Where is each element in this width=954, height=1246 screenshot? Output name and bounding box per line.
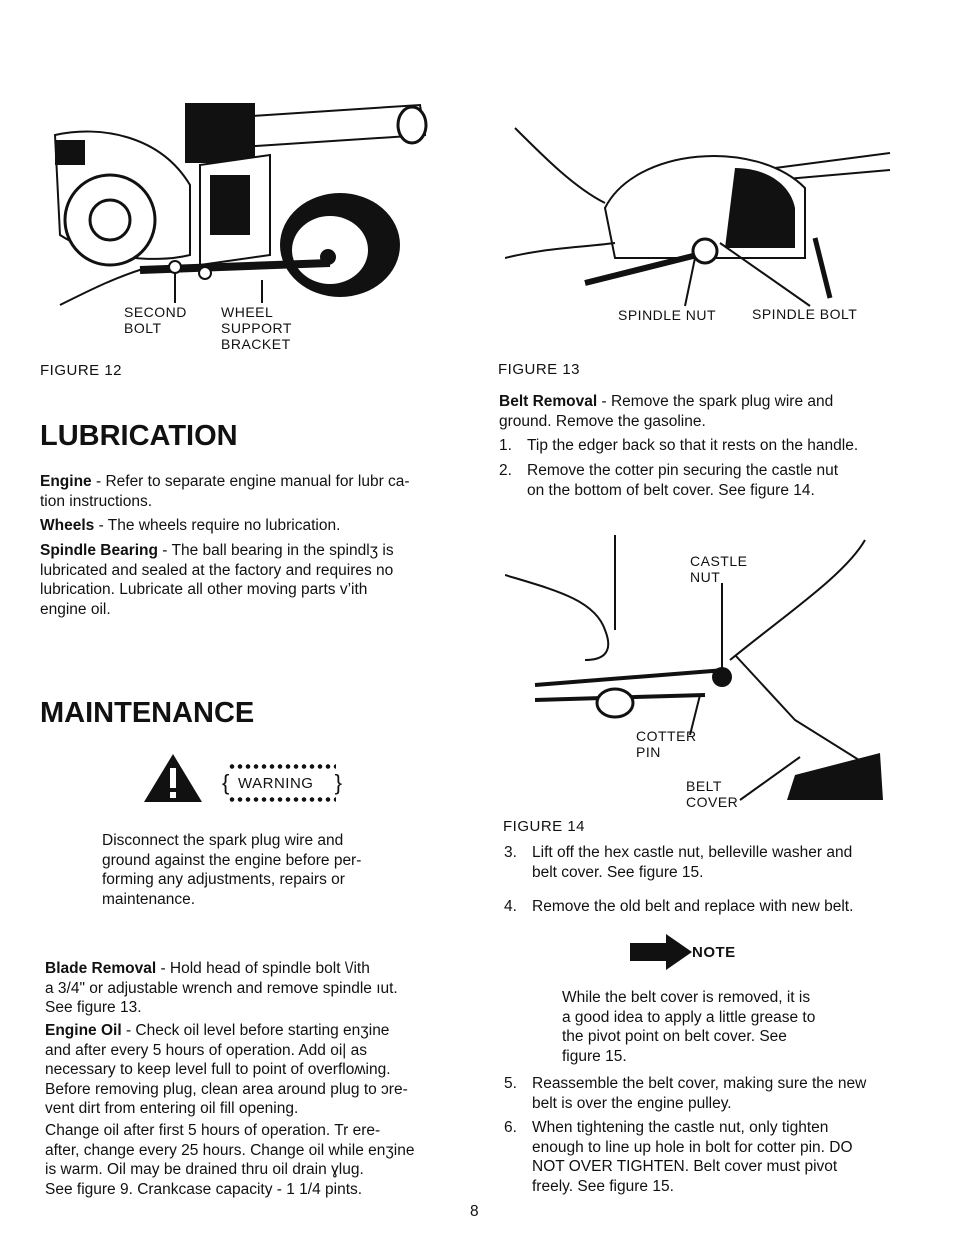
warning-badge — [222, 764, 342, 806]
step-number: 5. — [504, 1075, 517, 1092]
step-number: 3. — [504, 844, 517, 861]
callout-cotter-pin: COTTER PIN — [636, 728, 697, 760]
warning-dots-bottom — [228, 797, 336, 802]
change-oil-paragraph: Change oil after first 5 hours of operation. Tr ere- after, change every 25 hours. Change oil while enʒine is warm. Oil may be drained thru oil drain ɣlug. See figure 9. Crankcase capacity - 1 1/4 pints. — [45, 1122, 415, 1198]
engine-oil-text: - Check oil level before starting enʒine and after every 5 hours of operation. Add oi| as necessary to keep level full to point of overfloʍing. Before removing plug, clean area around plug to ɔre- vent dirt from entering oil fill opening. — [45, 1022, 408, 1117]
callout-spindle-nut: SPINDLE NUT — [618, 307, 717, 323]
blade-removal-text: - Hold head of spindle bolt \/ith a 3/4" or adjustable wrench and remove spindle ıut. See figure 13. — [45, 960, 398, 1016]
belt-removal-label: Belt Removal — [499, 393, 598, 410]
wheels-label: Wheels — [40, 517, 95, 534]
spindle-bearing-label: Spindle Bearing — [40, 542, 158, 559]
blade-removal-label: Blade Removal — [45, 960, 157, 977]
figure-13-illustration — [505, 108, 895, 308]
engine-oil-paragraph — [45, 1021, 445, 1119]
callout-second-bolt: SECOND BOLT — [124, 304, 187, 336]
step-text: When tightening the castle nut, only tighten enough to line up hole in bolt for cotter pin. DO NOT OVER TIGHTEN. Belt cover must pivot freely. See figure 15. — [532, 1119, 853, 1195]
step-text: Tip the edger back so that it rests on the handle. — [527, 437, 859, 454]
figure-12-illustration — [40, 95, 430, 315]
maintenance-heading: MAINTENANCE — [40, 697, 255, 729]
step-text: Reassemble the belt cover, making sure the new belt is over the engine pulley. — [532, 1075, 867, 1112]
wheels-paragraph — [40, 516, 440, 536]
step-text: Lift off the hex castle nut, belleville washer and belt cover. See figure 15. — [532, 844, 853, 881]
warning-triangle-icon — [142, 752, 204, 804]
note-label: NOTE — [692, 944, 736, 961]
engine-text: - Refer to separate engine manual for lubr ca- tion instructions. — [40, 473, 410, 510]
page-number: 8 — [470, 1203, 479, 1220]
step-text: Remove the old belt and replace with new belt. — [532, 898, 854, 915]
step-number: 6. — [504, 1119, 517, 1136]
warning-brace-left: { — [222, 770, 230, 795]
belt-step-5 — [504, 1074, 904, 1114]
step-number: 2. — [499, 462, 512, 479]
engine-oil-label: Engine Oil — [45, 1022, 122, 1039]
engine-label: Engine — [40, 473, 92, 490]
callout-castle-nut: CASTLE NUT — [690, 553, 748, 585]
engine-paragraph — [40, 472, 440, 511]
callout-wheel-support-bracket: WHEEL SUPPORT BRACKET — [221, 304, 292, 352]
belt-step-2 — [499, 461, 899, 501]
belt-removal-intro: - Remove the spark plug wire and ground. Remove the gasoline. — [499, 393, 834, 430]
callout-spindle-bolt: SPINDLE BOLT — [752, 306, 858, 322]
note-text: While the belt cover is removed, it is a good idea to apply a little grease to the pivot point on belt cover. See figure 15. — [562, 989, 816, 1065]
spindle-bearing-paragraph — [40, 541, 440, 619]
warning-brace-right: } — [334, 770, 342, 795]
belt-step-4 — [504, 897, 904, 917]
note-arrow-icon — [630, 934, 692, 970]
warning-dots-top — [228, 764, 336, 769]
step-number: 1. — [499, 437, 512, 454]
figure-12-caption: FIGURE 12 — [40, 362, 123, 379]
blade-removal-paragraph — [45, 959, 445, 1018]
warning-label: WARNING — [238, 775, 314, 792]
warning-text: Disconnect the spark plug wire and ground against the engine before per- forming any adjustments, repairs or maintenance. — [102, 832, 362, 908]
callout-belt-cover: BELT COVER — [686, 778, 739, 810]
wheels-text: - The wheels require no lubrication. — [94, 517, 341, 534]
figure-14-caption: FIGURE 14 — [503, 818, 586, 835]
figure-13-caption: FIGURE 13 — [498, 361, 581, 378]
lubrication-heading: LUBRICATION — [40, 420, 238, 452]
step-text: Remove the cotter pin securing the castle nut on the bottom of belt cover. See figure 14. — [527, 462, 839, 499]
belt-removal-paragraph — [499, 392, 899, 431]
belt-step-1 — [499, 436, 899, 456]
belt-step-6 — [504, 1118, 904, 1198]
spindle-bearing-text: - The ball bearing in the spindlʒ is lubricated and sealed at the factory and requires no lubrication. Lubricate all other moving parts v’ith engine oil. — [40, 542, 394, 618]
belt-step-3 — [504, 843, 904, 883]
step-number: 4. — [504, 898, 517, 915]
